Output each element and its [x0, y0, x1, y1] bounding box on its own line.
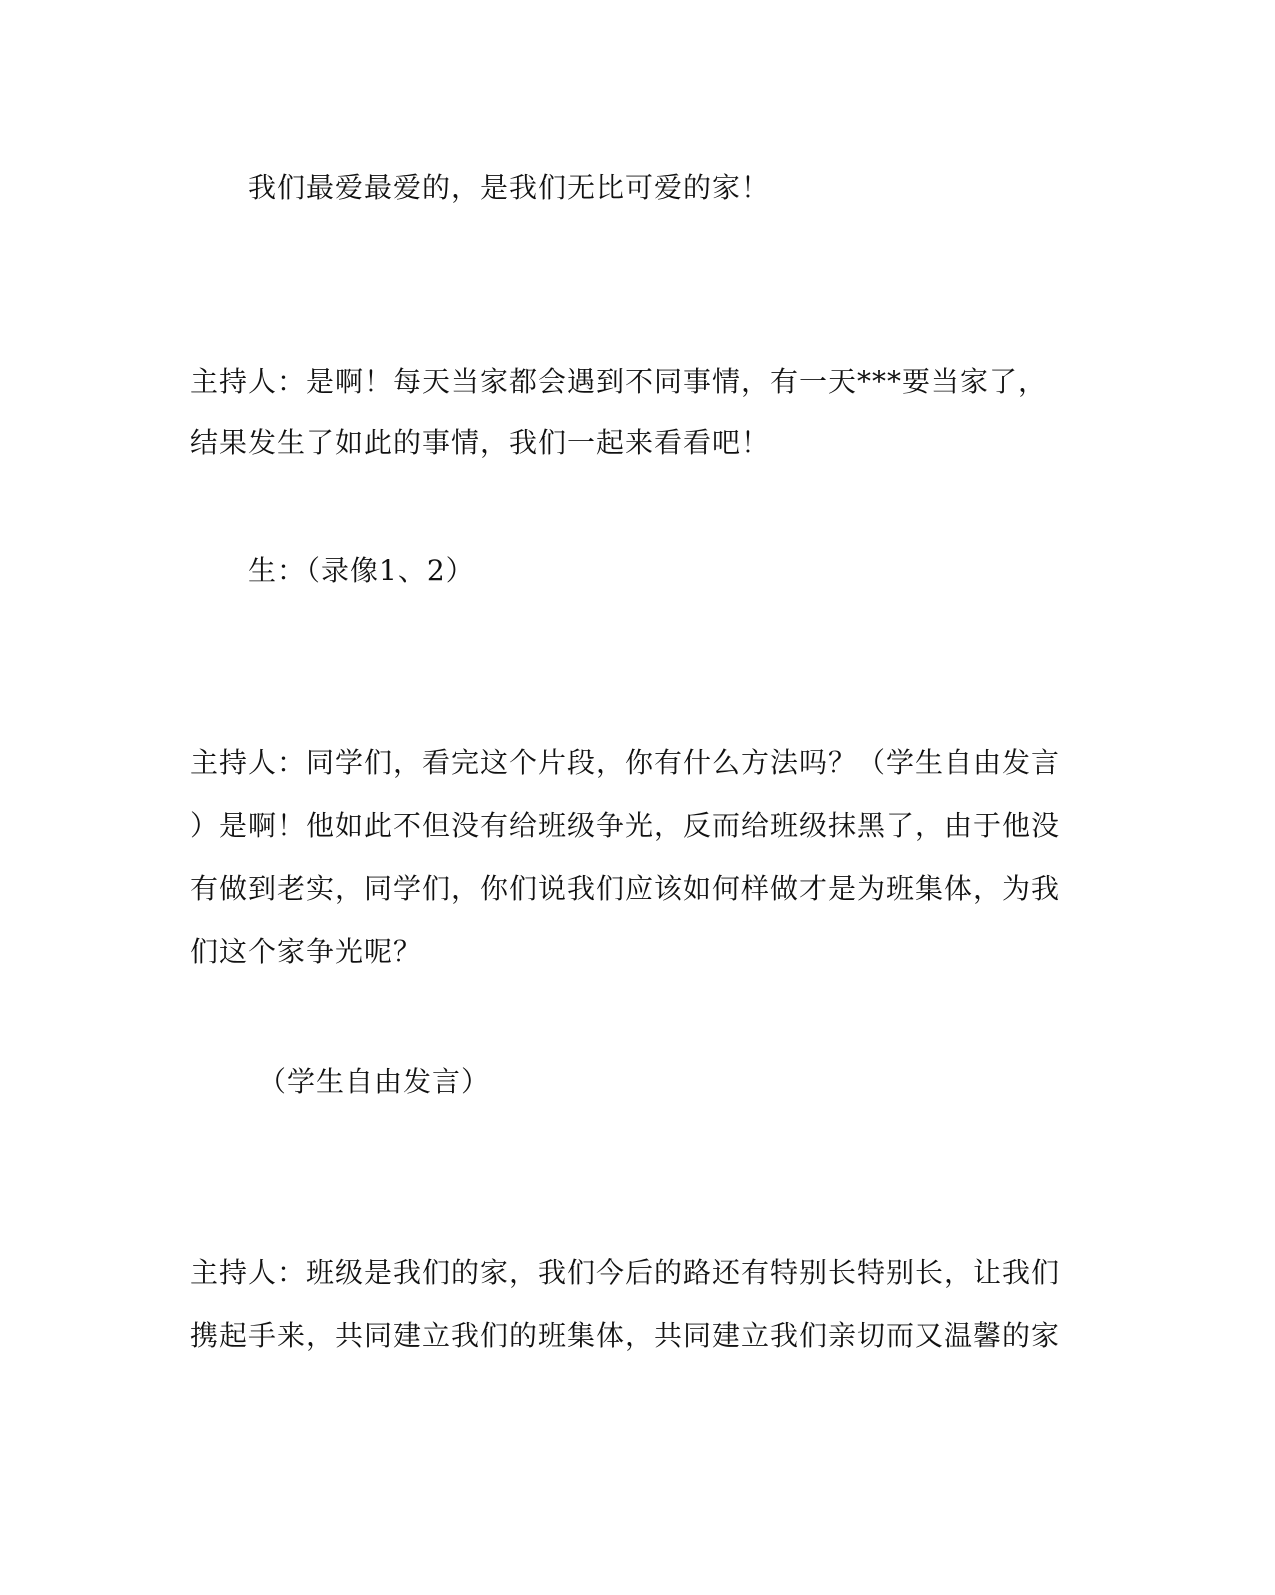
text-line: ）是啊！他如此不但没有给班级争光，反而给班级抹黑了，由于他没 — [190, 809, 1061, 842]
text-line: 结果发生了如此的事情，我们一起来看看吧！ — [190, 426, 771, 459]
text-line: 携起手来，共同建立我们的班集体，共同建立我们亲切而又温馨的家 — [190, 1319, 1061, 1352]
text-line: （学生自由发言） — [258, 1065, 491, 1098]
text-line: 主持人：同学们，看完这个片段，你有什么方法吗？（学生自由发言 — [190, 746, 1061, 779]
text-line: 有做到老实，同学们，你们说我们应该如何样做才是为班集体，为我 — [190, 872, 1061, 905]
text-line: 主持人：是啊！每天当家都会遇到不同事情，有一天***要当家了， — [190, 365, 1048, 398]
text-line: 生：（录像1、2） — [248, 554, 475, 587]
text-line: 主持人：班级是我们的家，我们今后的路还有特别长特别长，让我们 — [190, 1256, 1061, 1289]
text-line: 我们最爱最爱的，是我们无比可爱的家！ — [248, 171, 771, 204]
text-line: 们这个家争光呢？ — [190, 935, 423, 968]
